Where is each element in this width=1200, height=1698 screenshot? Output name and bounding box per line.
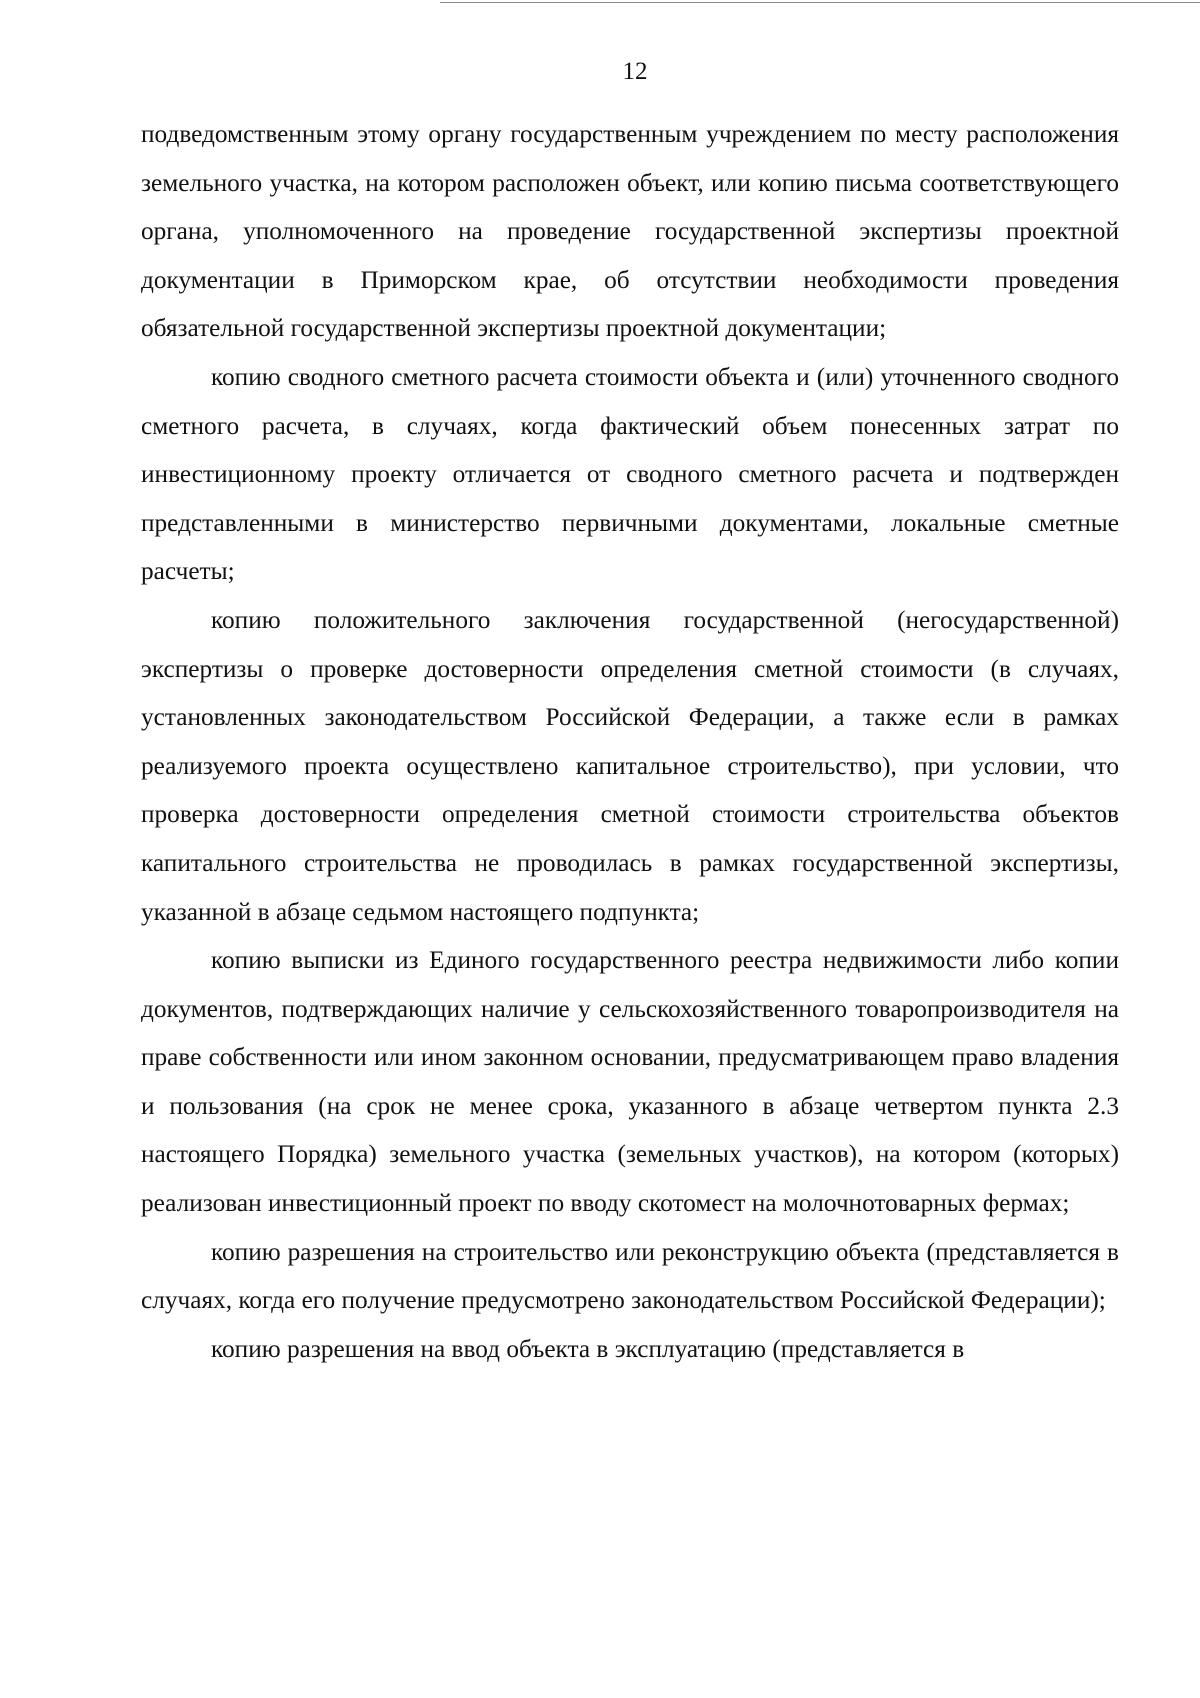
page-number: 12 xyxy=(622,58,648,85)
paragraph-2: копию сводного сметного расчета стоимости объекта и (или) уточненного сводного сметного расчета, в случаях, когда фактический объем понесенных затрат по инвестиционному проекту отличается от сводного сметного расчета и подтвержден представленными в министерство первичными документами, локальные сметные расчеты; xyxy=(141,362,1119,586)
top-rule xyxy=(440,2,1200,3)
document-body xyxy=(141,110,1119,1373)
paragraph-4: копию выписки из Единого государственного реестра недвижимости либо копии документов, подтверждающих наличие у сельскохозяйственного товаропроизводителя на праве собственности или ином законном основании, предусматривающем право владения и пользования (на срок не менее срока, указанного в абзаце четвертом пункта 2.3 настоящего Порядка) земельного участка (земельных участков), на котором (которых) реализован инвестиционный проект по вводу скотомест на молочнотоварных фермах; xyxy=(141,946,1119,1218)
paragraph-3: копию положительного заключения государственной (негосударственной) экспертизы о проверке достоверности определения сметной стоимости (в случаях, установленных законодательством Российской Федерации, а также если в рамках реализуемого проекта осуществлено капитальное строительство), при условии, что проверка достоверности определения сметной стоимости строительства объектов капитального строительства не проводилась в рамках государственной экспертизы, указанной в абзаце седьмом настоящего подпункта; xyxy=(141,605,1119,926)
paragraph-5: копию разрешения на строительство или реконструкцию объекта (представляется в случаях, когда его получение предусмотрено законодательством Российской Федерации); xyxy=(141,1237,1119,1315)
paragraph-1: подведомственным этому органу государственным учреждением по месту расположения земельного участка, на котором расположен объект, или копию письма соответствующего органа, уполномоченного на проведение государственной экспертизы проектной документации в Приморском крае, об отсутствии необходимости проведения обязательной государственной экспертизы проектной документации; xyxy=(141,120,1119,343)
paragraph-6: копию разрешения на ввод объекта в эксплуатацию (представляется в xyxy=(211,1334,965,1363)
